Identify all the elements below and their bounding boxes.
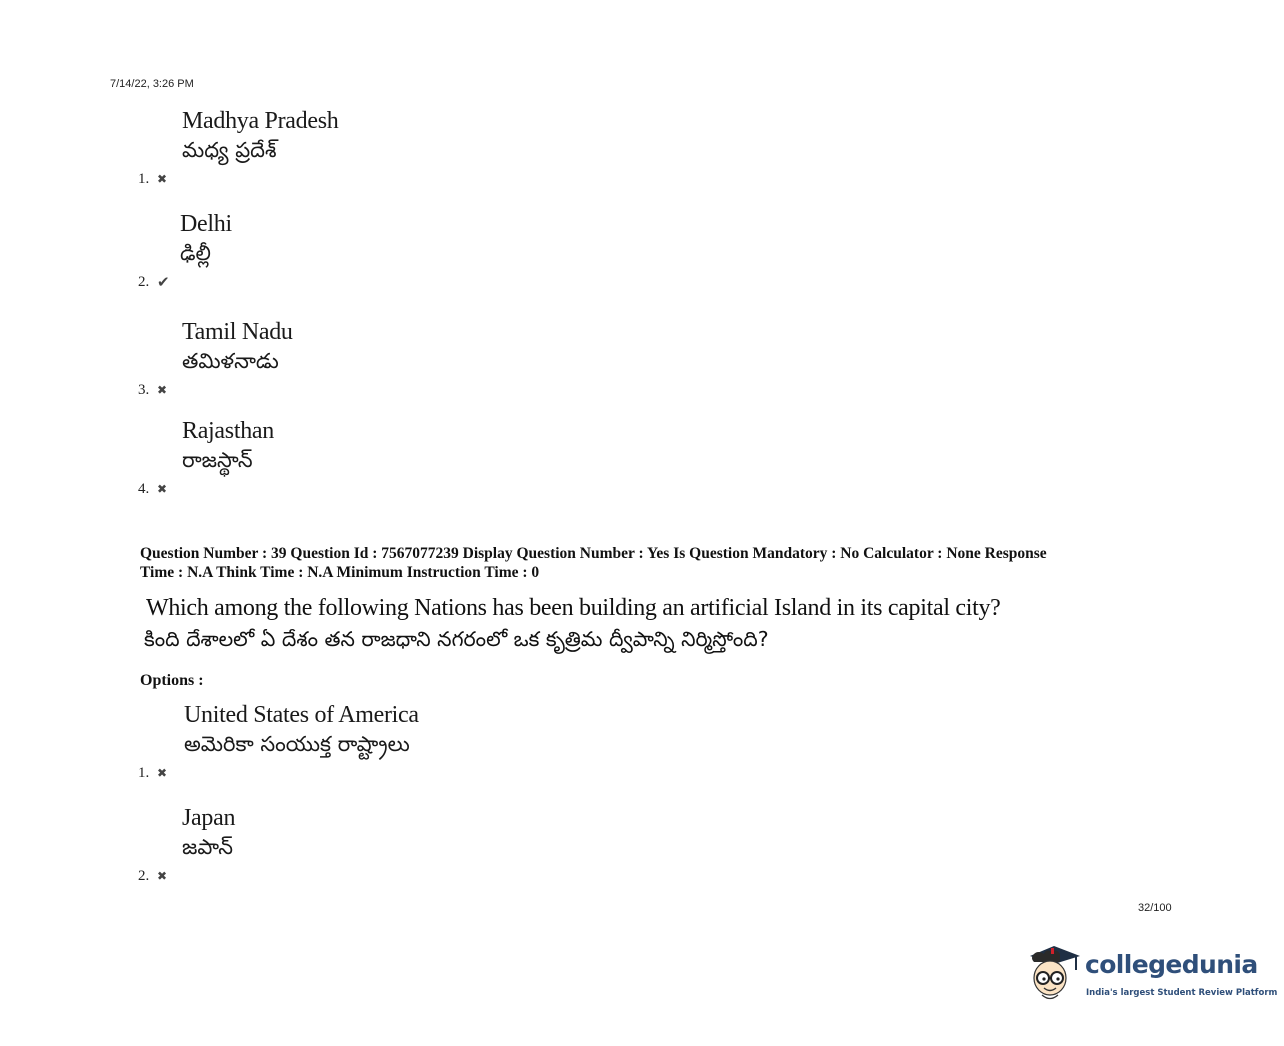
collegedunia-logo	[1024, 940, 1278, 1010]
option-number: 2.	[138, 274, 150, 290]
cross-icon: ✖	[157, 383, 168, 397]
page-number: 32/100	[1138, 902, 1172, 914]
brand-name: collegedunia	[1085, 950, 1258, 979]
option-telugu-text: ఢిల్లీ	[180, 241, 211, 265]
options-heading: Options :	[140, 672, 204, 689]
mascot-icon	[1024, 940, 1084, 1006]
option-item	[138, 319, 738, 399]
cross-icon: ✖	[157, 482, 168, 496]
option-item	[138, 805, 738, 885]
option-english-text: Japan	[182, 805, 236, 831]
question-text-english: Which among the following Nations has been building an artificial Island in its capital city?	[146, 595, 1001, 621]
option-item	[138, 211, 738, 291]
check-icon: ✔	[157, 273, 170, 291]
option-english-text: Tamil Nadu	[182, 319, 293, 345]
option-number: 4.	[138, 481, 150, 497]
option-item	[138, 108, 738, 188]
option-telugu-text: జపాన్	[182, 835, 233, 859]
option-item	[138, 418, 738, 498]
option-number: 3.	[138, 382, 150, 398]
option-item	[138, 702, 738, 782]
option-telugu-text: రాజస్థాన్	[182, 448, 253, 472]
option-english-text: Rajasthan	[182, 418, 274, 444]
question-metadata	[140, 544, 1170, 582]
option-number: 1.	[138, 765, 150, 781]
option-number: 1.	[138, 171, 150, 187]
option-telugu-text: మధ్య ప్రదేశ్	[182, 138, 277, 162]
option-number: 2.	[138, 868, 150, 884]
option-english-text: Madhya Pradesh	[182, 108, 339, 134]
option-telugu-text: అమెరికా సంయుక్త రాష్ట్రాలు	[184, 732, 410, 756]
option-telugu-text: తమిళనాడు	[182, 349, 279, 373]
cross-icon: ✖	[157, 766, 168, 780]
option-english-text: Delhi	[180, 211, 232, 237]
question-text-telugu: కింది దేశాలలో ఏ దేశం తన రాజధాని నగరంలో ఒక కృత్రిమ ద్వీపాన్ని నిర్మిస్తోంది?	[144, 627, 769, 651]
brand-tagline: India's largest Student Review Platform	[1086, 988, 1278, 998]
option-english-text: United States of America	[184, 702, 419, 728]
print-timestamp: 7/14/22, 3:26 PM	[110, 78, 194, 90]
cross-icon: ✖	[157, 172, 168, 186]
question-metadata-line: Time : N.A Think Time : N.A Minimum Instruction Time : 0	[140, 564, 540, 581]
question-metadata-line: Question Number : 39 Question Id : 7567077239 Display Question Number : Yes Is Question Mandatory : No Calculator : None Response	[140, 545, 1047, 562]
cross-icon: ✖	[157, 869, 168, 883]
